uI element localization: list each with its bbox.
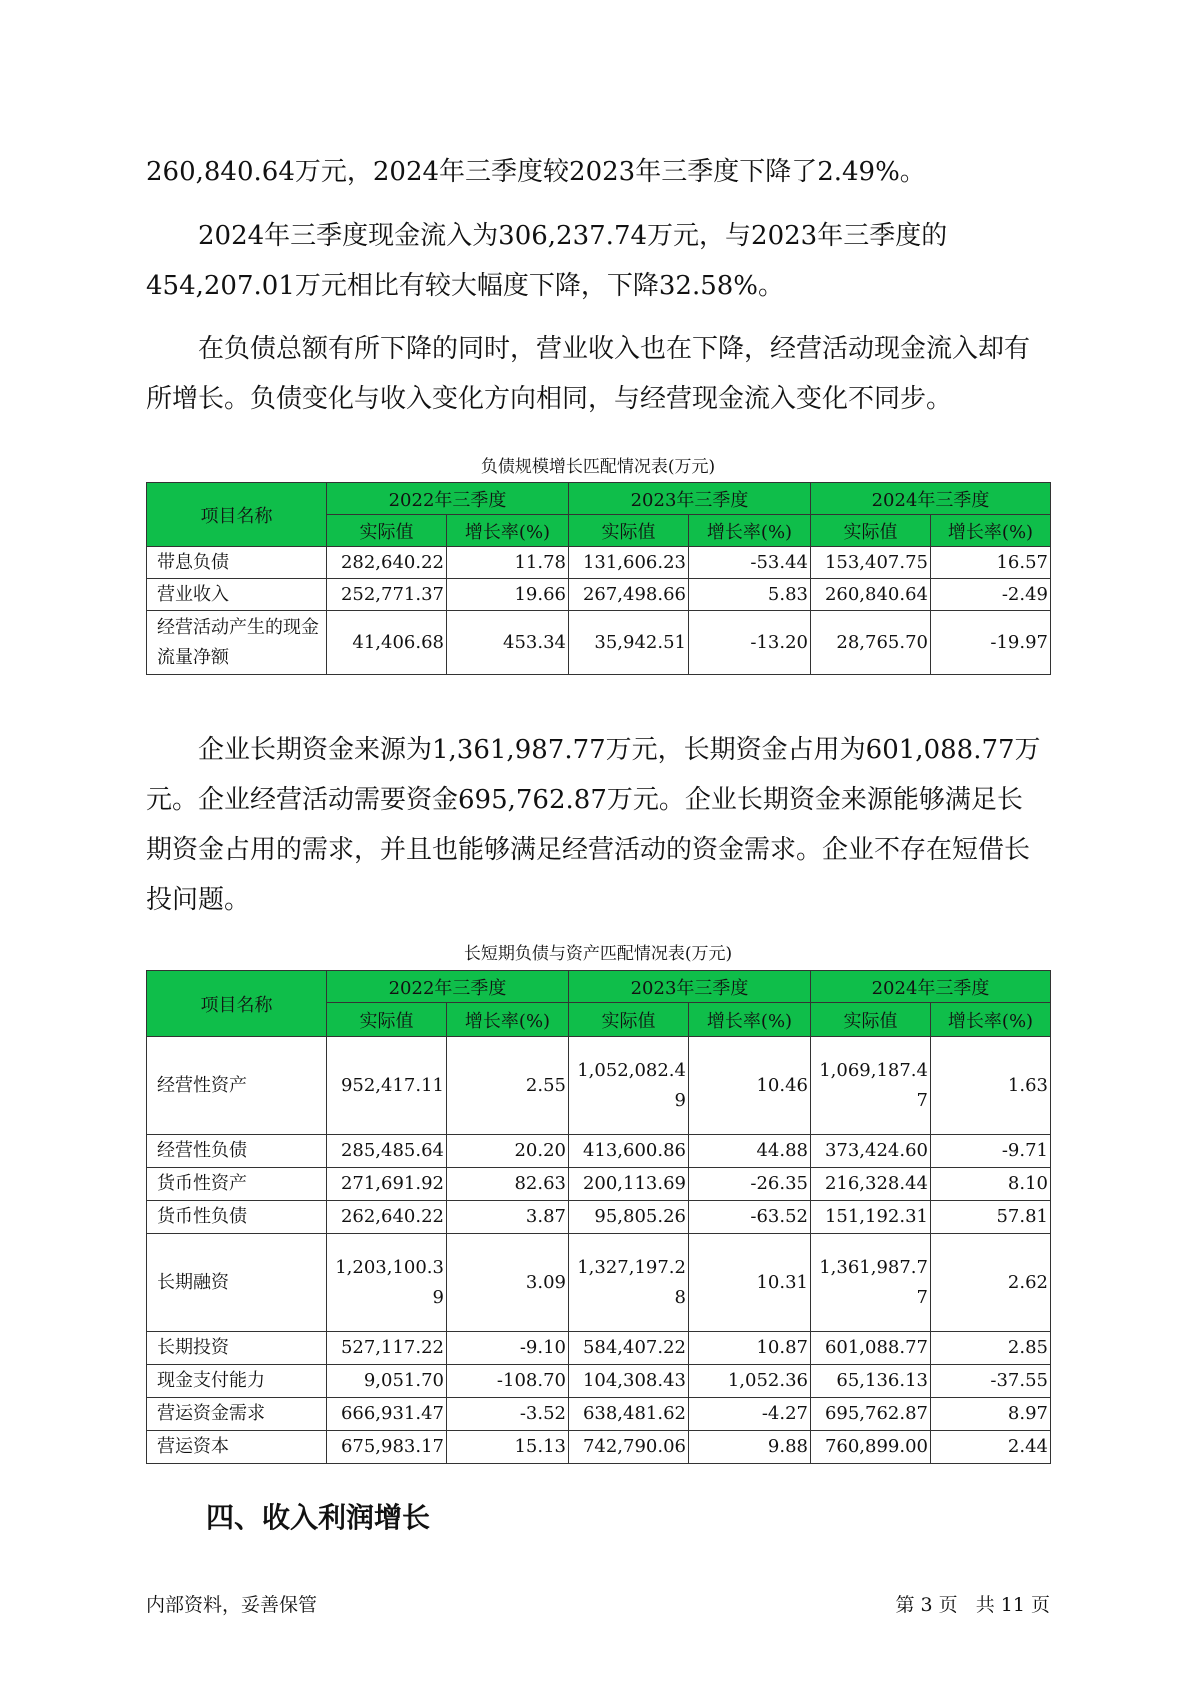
row-label: 营运资金需求 (147, 1398, 327, 1431)
actual-value-header: 实际值 (569, 1003, 689, 1037)
table-row (147, 579, 1051, 611)
table-row (147, 1135, 1051, 1168)
period-header-2024: 2024年三季度 (811, 483, 1051, 515)
period-header-2022: 2022年三季度 (327, 971, 569, 1003)
table-cell: 695,762.87 (811, 1398, 931, 1431)
table-cell: 95,805.26 (569, 1201, 689, 1234)
table-cell: 527,117.22 (327, 1332, 447, 1365)
growth-rate-header: 增长率(%) (689, 1003, 811, 1037)
table-cell: 3.09 (447, 1234, 569, 1332)
table-cell: 453.34 (447, 611, 569, 675)
table-cell: 1.63 (931, 1037, 1051, 1135)
table-row (147, 1168, 1051, 1201)
table-cell: 584,407.22 (569, 1332, 689, 1365)
table-cell: 19.66 (447, 579, 569, 611)
table-cell: 104,308.43 (569, 1365, 689, 1398)
item-name-header: 项目名称 (147, 483, 327, 547)
row-label: 经营性资产 (147, 1037, 327, 1135)
table-cell: 11.78 (447, 547, 569, 579)
item-name-header: 项目名称 (147, 971, 327, 1037)
table-cell: 282,640.22 (327, 547, 447, 579)
table-cell: 3.87 (447, 1201, 569, 1234)
table-cell: 1,069,187.47 (811, 1037, 931, 1135)
table-cell: 15.13 (447, 1431, 569, 1464)
table-row (147, 1332, 1051, 1365)
table-cell: 260,840.64 (811, 579, 931, 611)
liability-growth-table (146, 482, 1051, 675)
row-label: 货币性资产 (147, 1168, 327, 1201)
table-cell: -13.20 (689, 611, 811, 675)
actual-value-header: 实际值 (569, 515, 689, 547)
table-cell: 5.83 (689, 579, 811, 611)
table-cell: 742,790.06 (569, 1431, 689, 1464)
row-label: 营业收入 (147, 579, 327, 611)
table-cell: -108.70 (447, 1365, 569, 1398)
table-row (147, 611, 1051, 675)
row-label: 现金支付能力 (147, 1365, 327, 1398)
table-cell: 1,052.36 (689, 1365, 811, 1398)
table-cell: -3.52 (447, 1398, 569, 1431)
table-cell: 1,052,082.49 (569, 1037, 689, 1135)
growth-rate-header: 增长率(%) (931, 1003, 1051, 1037)
table-cell: 200,113.69 (569, 1168, 689, 1201)
paragraph-1: 260,840.64万元，2024年三季度较2023年三季度下降了2.49%。 (146, 157, 926, 187)
paragraph-3: 在负债总额有所下降的同时，营业收入也在下降，经营活动现金流入却有所增长。负债变化与收入变化方向相同，与经营现金流入变化不同步。 (146, 334, 1031, 414)
table-cell: 952,417.11 (327, 1037, 447, 1135)
table-cell: 2.62 (931, 1234, 1051, 1332)
table-cell: 151,192.31 (811, 1201, 931, 1234)
table-cell: 252,771.37 (327, 579, 447, 611)
table2-caption: 长短期负债与资产匹配情况表(万元) (463, 944, 733, 964)
growth-rate-header: 增长率(%) (447, 515, 569, 547)
period-header-2024: 2024年三季度 (811, 971, 1051, 1003)
table-cell: 57.81 (931, 1201, 1051, 1234)
table-cell: 153,407.75 (811, 547, 931, 579)
table-row (147, 1365, 1051, 1398)
table-cell: 675,983.17 (327, 1431, 447, 1464)
table-cell: -9.71 (931, 1135, 1051, 1168)
row-label: 营运资本 (147, 1431, 327, 1464)
paragraph-4: 企业长期资金来源为1,361,987.77万元，长期资金占用为601,088.77万元。企业经营活动需要资金695,762.87万元。企业长期资金来源能够满足长期资金占用的需求，并且也能够满足经营活动的资金需求。企业不存在短借长投问题。 (146, 735, 1041, 915)
table-row (147, 1037, 1051, 1135)
actual-value-header: 实际值 (327, 515, 447, 547)
table-cell: 1,327,197.28 (569, 1234, 689, 1332)
table-cell: 65,136.13 (811, 1365, 931, 1398)
row-label: 带息负债 (147, 547, 327, 579)
table-cell: 267,498.66 (569, 579, 689, 611)
footer-confidential-note: 内部资料，妥善保管 (146, 1594, 318, 1616)
table-cell: -4.27 (689, 1398, 811, 1431)
period-header-2023: 2023年三季度 (569, 483, 811, 515)
table-cell: 10.87 (689, 1332, 811, 1365)
table-cell: -2.49 (931, 579, 1051, 611)
row-label: 长期投资 (147, 1332, 327, 1365)
table-cell: 16.57 (931, 547, 1051, 579)
table-cell: 638,481.62 (569, 1398, 689, 1431)
table-cell: 8.97 (931, 1398, 1051, 1431)
table-cell: 216,328.44 (811, 1168, 931, 1201)
table-cell: 285,485.64 (327, 1135, 447, 1168)
table-cell: -9.10 (447, 1332, 569, 1365)
long-short-term-matching-table (146, 970, 1051, 1464)
table-cell: 9.88 (689, 1431, 811, 1464)
growth-rate-header: 增长率(%) (447, 1003, 569, 1037)
table-cell: 20.20 (447, 1135, 569, 1168)
row-label: 长期融资 (147, 1234, 327, 1332)
period-header-2022: 2022年三季度 (327, 483, 569, 515)
table-cell: 2.44 (931, 1431, 1051, 1464)
paragraph-2: 2024年三季度现金流入为306,237.74万元，与2023年三季度的454,207.01万元相比有较大幅度下降，下降32.58%。 (146, 221, 948, 301)
table-cell: 44.88 (689, 1135, 811, 1168)
table-cell: 8.10 (931, 1168, 1051, 1201)
table-cell: 2.55 (447, 1037, 569, 1135)
table-row (147, 1431, 1051, 1464)
table-row (147, 1201, 1051, 1234)
table-row (147, 1234, 1051, 1332)
table-cell: -53.44 (689, 547, 811, 579)
growth-rate-header: 增长率(%) (931, 515, 1051, 547)
table-cell: 41,406.68 (327, 611, 447, 675)
growth-rate-header: 增长率(%) (689, 515, 811, 547)
period-header-2023: 2023年三季度 (569, 971, 811, 1003)
table-cell: 10.31 (689, 1234, 811, 1332)
table-cell: 1,203,100.39 (327, 1234, 447, 1332)
actual-value-header: 实际值 (811, 515, 931, 547)
table-cell: 373,424.60 (811, 1135, 931, 1168)
actual-value-header: 实际值 (811, 1003, 931, 1037)
row-label: 经营性负债 (147, 1135, 327, 1168)
table-cell: 9,051.70 (327, 1365, 447, 1398)
table-cell: 1,361,987.77 (811, 1234, 931, 1332)
table-cell: 35,942.51 (569, 611, 689, 675)
table-cell: -37.55 (931, 1365, 1051, 1398)
table-cell: -26.35 (689, 1168, 811, 1201)
table-cell: 760,899.00 (811, 1431, 931, 1464)
table-cell: 666,931.47 (327, 1398, 447, 1431)
table1-caption: 负债规模增长匹配情况表(万元) (480, 457, 716, 477)
table-cell: 2.85 (931, 1332, 1051, 1365)
table-cell: 262,640.22 (327, 1201, 447, 1234)
table-row (147, 547, 1051, 579)
row-label: 经营活动产生的现金流量净额 (147, 611, 327, 675)
table-cell: 131,606.23 (569, 547, 689, 579)
table-cell: 413,600.86 (569, 1135, 689, 1168)
table-row (147, 1398, 1051, 1431)
table-cell: -19.97 (931, 611, 1051, 675)
table-cell: 82.63 (447, 1168, 569, 1201)
table-cell: 10.46 (689, 1037, 811, 1135)
actual-value-header: 实际值 (327, 1003, 447, 1037)
row-label: 货币性负债 (147, 1201, 327, 1234)
table-cell: 28,765.70 (811, 611, 931, 675)
table-cell: -63.52 (689, 1201, 811, 1234)
table-cell: 601,088.77 (811, 1332, 931, 1365)
section-heading: 四、收入利润增长 (206, 1501, 431, 1534)
table-cell: 271,691.92 (327, 1168, 447, 1201)
footer-page-number: 第 3 页 共 11 页 (895, 1594, 1050, 1616)
